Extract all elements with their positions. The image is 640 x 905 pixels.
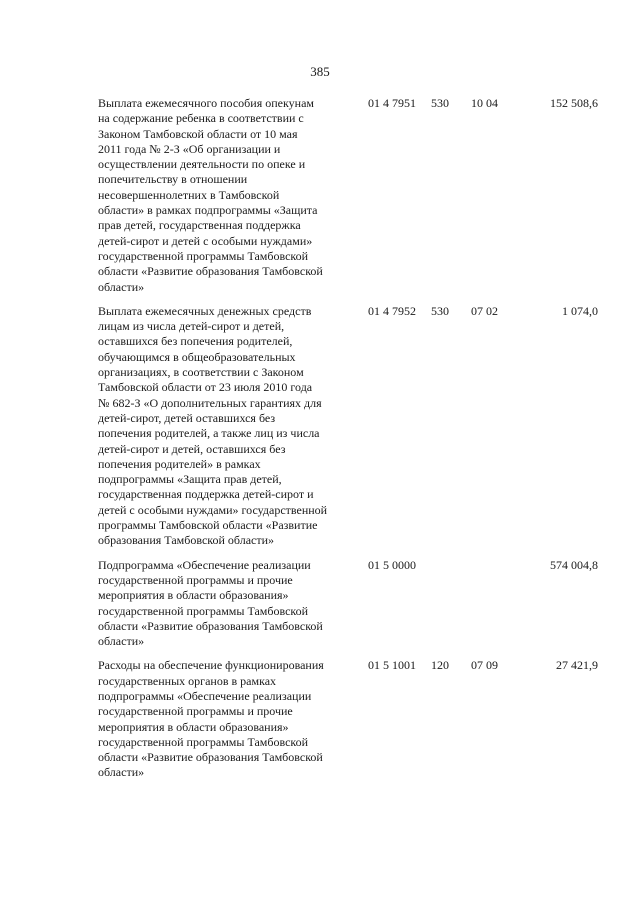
table-row (98, 304, 598, 549)
section-subsection-code: 07 02 (471, 303, 498, 318)
amount-value: 27 421,9 (556, 658, 598, 673)
table-row (98, 96, 598, 295)
table-row (98, 658, 598, 780)
row-description: Выплата ежемесячных денежных средств лицам из числа детей-сирот и детей, оставшихся без попечения родителей, обучающимся в общеобразовательных организациях, в соответствии с Законом Тамбовской области от 23 июля 2010 года № 682-З «О дополнительных гарантиях для детей-сирот, детей оставшихся без попечения родителей, а также лиц из числа детей-сирот и детей, оставшихся без попечения родителей» в рамках подпрограммы «Защита прав детей, государственная поддержка детей-сирот и детей с особыми нуждами» государственной программы Тамбовской области «Развитие образования Тамбовской области» (98, 303, 328, 548)
row-description: Расходы на обеспечение функционирования государственных органов в рамках подпрограммы «Обеспечение реализации государственной программы и прочие мероприятия в области образования» государственной программы Тамбовской области «Развитие образования Тамбовской области» (98, 658, 324, 780)
section-subsection-code: 07 09 (471, 658, 498, 673)
target-article-code: 01 4 7952 (368, 303, 416, 318)
row-description: Подпрограмма «Обеспечение реализации государственной программы и прочие мероприятия в области образования» государственной программы Тамбовской области «Развитие образования Тамбовской области» (98, 557, 323, 649)
expense-type-code: 530 (431, 303, 449, 318)
budget-table (98, 96, 598, 790)
amount-value: 152 508,6 (550, 96, 598, 110)
target-article-code: 01 5 0000 (368, 557, 416, 572)
target-article-code: 01 5 1001 (368, 658, 416, 673)
page-number: 385 (310, 64, 330, 79)
row-description: Выплата ежемесячного пособия опекунам на содержание ребенка в соответствии с Законом Тамбовской области от 10 мая 2011 года № 2-З «Об организации и осуществлении деятельности по опеке и попечительству в отношении несовершеннолетних в Тамбовской области» в рамках подпрограммы «Защита прав детей, государственная поддержка детей-сирот и детей с особыми нуждами» государственной программы Тамбовской области «Развитие образования Тамбовской области» (98, 96, 323, 294)
amount-value: 574 004,8 (550, 557, 598, 572)
section-subsection-code: 10 04 (471, 96, 498, 110)
expense-type-code: 120 (431, 658, 449, 673)
amount-value: 1 074,0 (562, 303, 598, 318)
table-row (98, 558, 598, 650)
expense-type-code: 530 (431, 96, 449, 110)
target-article-code: 01 4 7951 (368, 96, 416, 110)
